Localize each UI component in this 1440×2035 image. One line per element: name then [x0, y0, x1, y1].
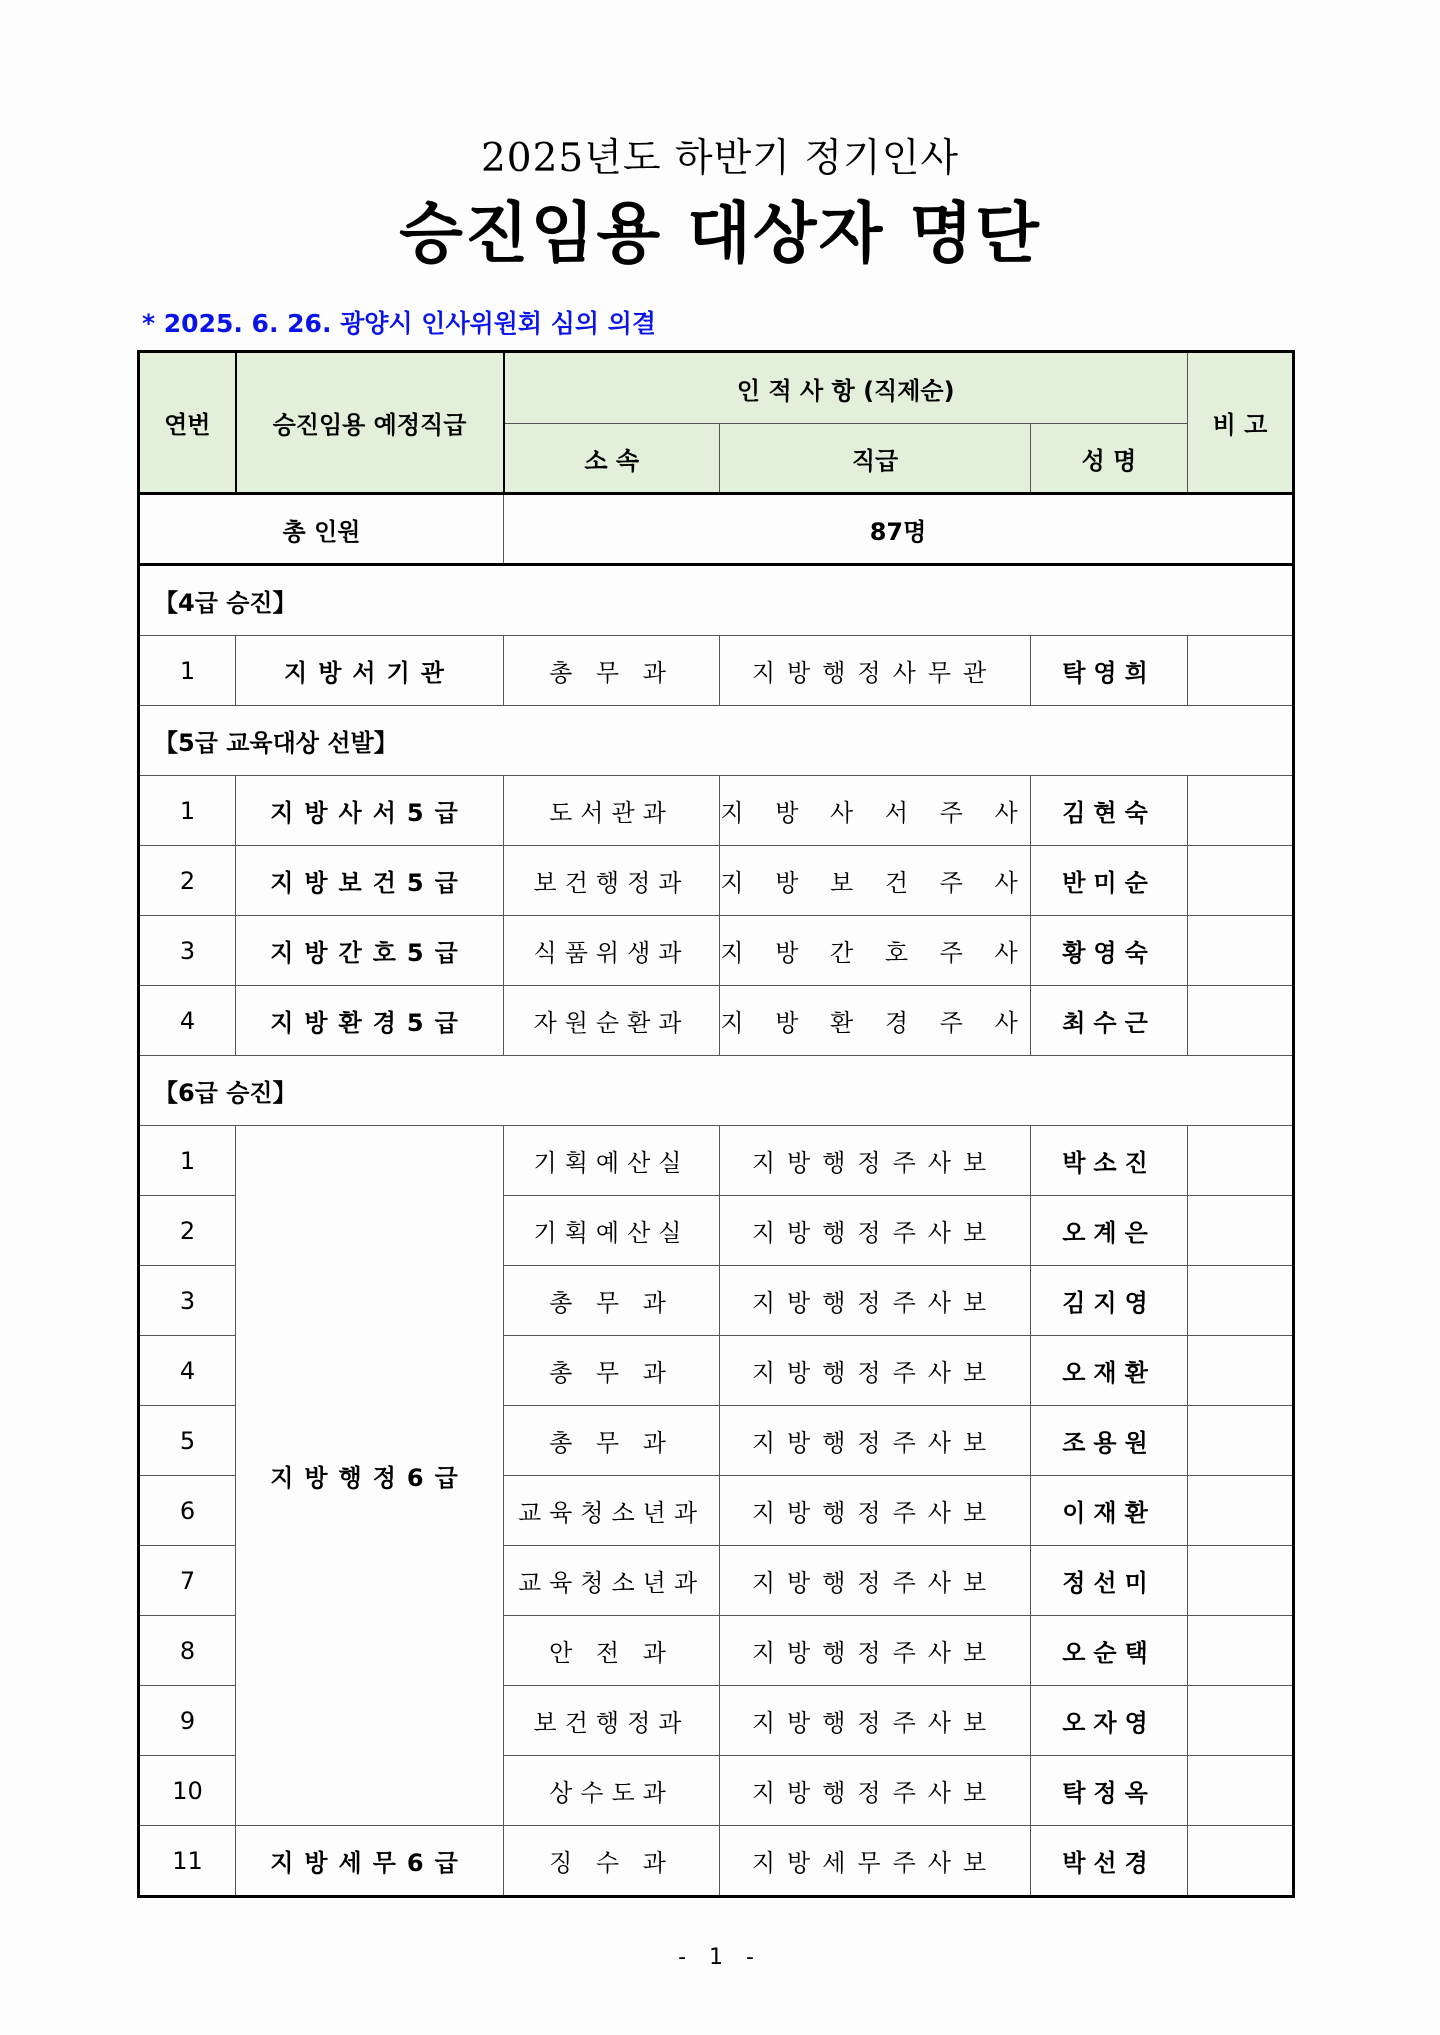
seq-cell: 8 — [139, 1616, 236, 1686]
document-subtitle: 2025년도 하반기 정기인사 — [480, 136, 960, 181]
resolution-note: * 2025. 6. 26. 광양시 인사위원회 심의 의결 — [142, 309, 657, 338]
position-cell: 지방환경5급 — [236, 986, 504, 1056]
remarks-cell — [1188, 1126, 1294, 1196]
column-header-name: 성 명 — [1031, 424, 1188, 494]
remarks-cell — [1188, 1266, 1294, 1336]
rank-cell: 지방행정주사보 — [720, 1476, 1031, 1546]
name-cell: 탁정옥 — [1031, 1756, 1188, 1826]
rank-cell: 지방행정주사보 — [720, 1196, 1031, 1266]
name-cell: 오순택 — [1031, 1616, 1188, 1686]
seq-cell: 4 — [139, 986, 236, 1056]
seq-cell: 5 — [139, 1406, 236, 1476]
seq-cell: 1 — [139, 1126, 236, 1196]
department-cell: 총 무 과 — [504, 1266, 720, 1336]
rank-cell: 지방행정주사보 — [720, 1686, 1031, 1756]
column-header-seq: 연번 — [139, 352, 236, 494]
document-title: 승진임용 대상자 명단 — [399, 195, 1041, 272]
rank-cell: 지방세무주사보 — [720, 1826, 1031, 1897]
section-header-row — [139, 1056, 1294, 1126]
remarks-cell — [1188, 1196, 1294, 1266]
remarks-cell — [1188, 986, 1294, 1056]
rank-cell: 지방행정주사보 — [720, 1756, 1031, 1826]
remarks-cell — [1188, 776, 1294, 846]
name-cell: 최수근 — [1031, 986, 1188, 1056]
name-cell: 오자영 — [1031, 1686, 1188, 1756]
remarks-cell — [1188, 636, 1294, 706]
seq-cell: 4 — [139, 1336, 236, 1406]
position-cell: 지방간호5급 — [236, 916, 504, 986]
rank-cell: 지방행정사무관 — [720, 636, 1031, 706]
section-header-row — [139, 565, 1294, 636]
department-cell: 보건행정과 — [504, 846, 720, 916]
department-cell: 안 전 과 — [504, 1616, 720, 1686]
position-cell: 지방세무6급 — [236, 1826, 504, 1897]
department-cell: 도서관과 — [504, 776, 720, 846]
department-cell: 교육청소년과 — [504, 1546, 720, 1616]
table-row — [139, 1126, 1294, 1196]
table-row — [139, 916, 1294, 986]
department-cell: 보건행정과 — [504, 1686, 720, 1756]
seq-cell: 10 — [139, 1756, 236, 1826]
remarks-cell — [1188, 1546, 1294, 1616]
position-cell: 지방사서5급 — [236, 776, 504, 846]
remarks-cell — [1188, 916, 1294, 986]
column-header-position: 승진임용 예정직급 — [236, 352, 504, 494]
department-cell: 자원순환과 — [504, 986, 720, 1056]
table-header-row — [139, 352, 1294, 424]
rank-cell: 지 방 환 경 주 사 — [720, 986, 1031, 1056]
name-cell: 오계은 — [1031, 1196, 1188, 1266]
position-cell: 지방서기관 — [236, 636, 504, 706]
position-cell: 지방행정6급 — [236, 1126, 504, 1826]
name-cell: 황영숙 — [1031, 916, 1188, 986]
remarks-cell — [1188, 1336, 1294, 1406]
rank-cell: 지방행정주사보 — [720, 1266, 1031, 1336]
remarks-cell — [1188, 1616, 1294, 1686]
total-row — [139, 494, 1294, 565]
rank-cell: 지 방 간 호 주 사 — [720, 916, 1031, 986]
name-cell: 박선경 — [1031, 1826, 1188, 1897]
department-cell: 징 수 과 — [504, 1826, 720, 1897]
name-cell: 박소진 — [1031, 1126, 1188, 1196]
rank-cell: 지방행정주사보 — [720, 1126, 1031, 1196]
rank-cell: 지방행정주사보 — [720, 1336, 1031, 1406]
remarks-cell — [1188, 1406, 1294, 1476]
remarks-cell — [1188, 846, 1294, 916]
seq-cell: 1 — [139, 636, 236, 706]
department-cell: 교육청소년과 — [504, 1476, 720, 1546]
seq-cell: 7 — [139, 1546, 236, 1616]
name-cell: 정선미 — [1031, 1546, 1188, 1616]
name-cell: 김현숙 — [1031, 776, 1188, 846]
rank-cell: 지방행정주사보 — [720, 1406, 1031, 1476]
department-cell: 식품위생과 — [504, 916, 720, 986]
name-cell: 김지영 — [1031, 1266, 1188, 1336]
seq-cell: 1 — [139, 776, 236, 846]
department-cell: 기획예산실 — [504, 1126, 720, 1196]
name-cell: 이재환 — [1031, 1476, 1188, 1546]
section-title: 【4급 승진】 — [139, 565, 1294, 636]
rank-cell: 지 방 사 서 주 사 — [720, 776, 1031, 846]
section-header-row — [139, 706, 1294, 776]
table-row — [139, 846, 1294, 916]
table-row — [139, 986, 1294, 1056]
seq-cell: 6 — [139, 1476, 236, 1546]
page-number: - 1 - — [678, 1945, 762, 1970]
rank-cell: 지 방 보 건 주 사 — [720, 846, 1031, 916]
department-cell: 총 무 과 — [504, 1336, 720, 1406]
department-cell: 상수도과 — [504, 1756, 720, 1826]
department-cell: 총 무 과 — [504, 1406, 720, 1476]
rank-cell: 지방행정주사보 — [720, 1616, 1031, 1686]
remarks-cell — [1188, 1476, 1294, 1546]
name-cell: 탁영희 — [1031, 636, 1188, 706]
table-row — [139, 776, 1294, 846]
seq-cell: 9 — [139, 1686, 236, 1756]
name-cell: 오재환 — [1031, 1336, 1188, 1406]
column-header-remarks: 비 고 — [1188, 352, 1294, 494]
remarks-cell — [1188, 1686, 1294, 1756]
seq-cell: 11 — [139, 1826, 236, 1897]
position-cell: 지방보건5급 — [236, 846, 504, 916]
name-cell: 반미순 — [1031, 846, 1188, 916]
table-row — [139, 636, 1294, 706]
remarks-cell — [1188, 1826, 1294, 1897]
promotion-roster-table — [137, 350, 1295, 1898]
seq-cell: 2 — [139, 846, 236, 916]
seq-cell: 2 — [139, 1196, 236, 1266]
section-title: 【6급 승진】 — [139, 1056, 1294, 1126]
department-cell: 기획예산실 — [504, 1196, 720, 1266]
rank-cell: 지방행정주사보 — [720, 1546, 1031, 1616]
column-header-rank: 직급 — [720, 424, 1031, 494]
seq-cell: 3 — [139, 916, 236, 986]
total-value: 87명 — [504, 494, 1294, 565]
remarks-cell — [1188, 1756, 1294, 1826]
column-header-personal-info: 인 적 사 항 (직제순) — [504, 352, 1188, 424]
total-label: 총 인원 — [139, 494, 504, 565]
name-cell: 조용원 — [1031, 1406, 1188, 1476]
table-row — [139, 1826, 1294, 1897]
seq-cell: 3 — [139, 1266, 236, 1336]
column-header-department: 소 속 — [504, 424, 720, 494]
department-cell: 총 무 과 — [504, 636, 720, 706]
section-title: 【5급 교육대상 선발】 — [139, 706, 1294, 776]
